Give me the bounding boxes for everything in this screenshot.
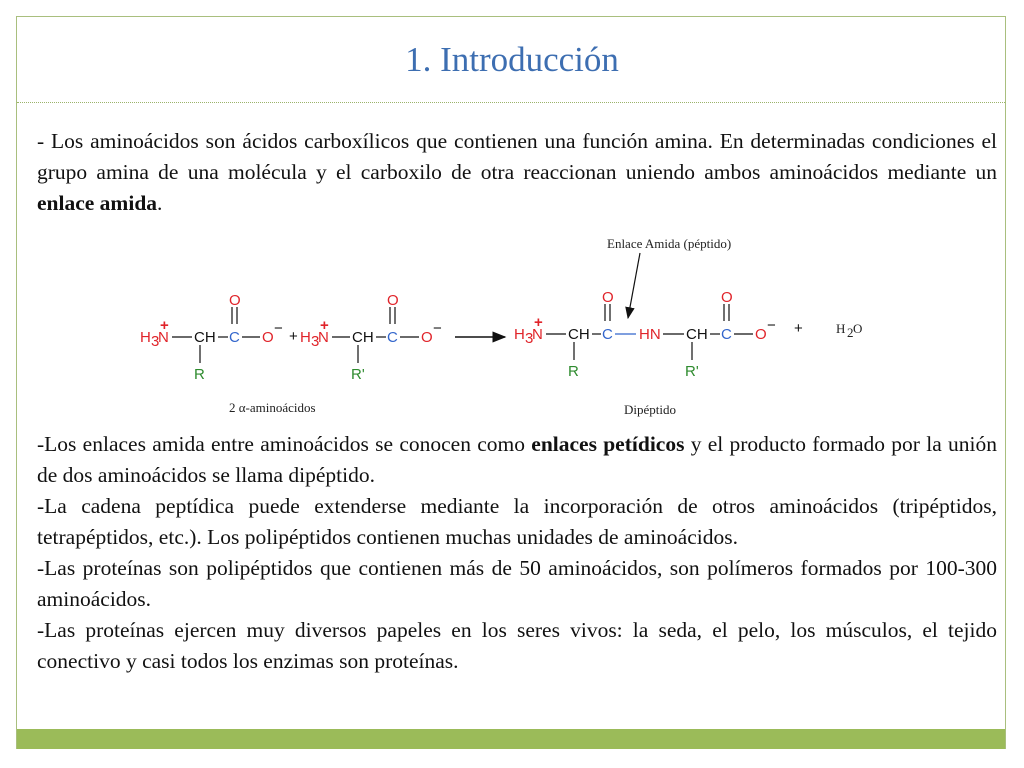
atom-o: O <box>262 329 274 346</box>
intro-paragraph <box>37 126 997 219</box>
atom-ch: CH <box>568 326 590 343</box>
atom-n: N <box>532 326 543 343</box>
plus-sign-2: + <box>794 320 803 337</box>
atom-c: C <box>602 326 613 343</box>
reactants-caption: 2 α-aminoácidos <box>229 400 316 415</box>
water-molecule <box>836 321 862 340</box>
water-h: H <box>836 321 846 336</box>
subscript-3: 3 <box>311 333 320 350</box>
slide-title: 1. Introducción <box>405 40 619 79</box>
positive-charge: + <box>320 317 329 334</box>
negative-charge: − <box>767 317 776 334</box>
body-line-2: -La cadena peptídica puede extenderse mediante la incorporación de otros aminoácidos (tripéptidos, tetrapéptidos, etc.). Los polipéptidos contienen muchas unidades de aminoácidos. <box>37 494 997 549</box>
atom-c: C <box>229 329 240 346</box>
water-sub2: 2 <box>847 325 854 340</box>
body-text <box>37 429 997 677</box>
atom-c-2: C <box>721 326 732 343</box>
positive-charge: + <box>160 317 169 334</box>
footer-accent-bar <box>17 729 1005 749</box>
aminoacid-1 <box>140 292 283 383</box>
water-o: O <box>853 321 863 336</box>
body-line-3: -Las proteínas son polipéptidos que contienen más de 50 aminoácidos, son polímeros formados por 100-300 aminoácidos. <box>37 556 997 611</box>
r-group: R <box>194 366 205 383</box>
atom-o-double: O <box>602 289 614 306</box>
body-line-1c: y el producto formado por la unión de dos aminoácidos se llama dipéptido. <box>37 432 997 487</box>
subscript-3: 3 <box>151 333 160 350</box>
positive-charge: + <box>534 314 543 331</box>
dipeptide-caption: Dipéptido <box>624 402 676 417</box>
atom-o-double: O <box>229 292 241 309</box>
atom-o-2: O <box>755 326 767 343</box>
body-bold-term: enlaces petídicos <box>531 432 685 456</box>
enlace-amida-label: Enlace Amida (péptido) <box>607 236 732 251</box>
negative-charge: − <box>274 320 283 337</box>
aminoacid-2 <box>300 292 442 383</box>
r-prime-group: R' <box>351 366 365 383</box>
atom-h: H <box>514 326 525 343</box>
body-line-4: -Las proteínas ejercen muy diversos papeles en los seres vivos: la seda, el pelo, los músculos, el tejido conectivo y casi todos los enzimas son proteínas. <box>37 618 997 673</box>
atom-o-double-2: O <box>721 289 733 306</box>
r-prime-group: R' <box>685 363 699 380</box>
negative-charge: − <box>433 320 442 337</box>
title-divider <box>17 102 1005 103</box>
atom-h: H <box>140 329 151 346</box>
atom-hn: HN <box>639 326 661 343</box>
atom-h: H <box>300 329 311 346</box>
atom-ch-2: CH <box>686 326 708 343</box>
atom-ch: CH <box>352 329 374 346</box>
peptide-bond-reaction-diagram <box>0 225 1024 425</box>
intro-text: - Los aminoácidos son ácidos carboxílicos que contienen una función amina. En determinadas condiciones el grupo amina de una molécula y el carboxilo de otra reaccionan uniendo ambos aminoácidos mediante un <box>37 129 997 184</box>
plus-sign-1: + <box>289 328 298 345</box>
body-line-1a: -Los enlaces amida entre aminoácidos se conocen como <box>37 432 532 456</box>
intro-bold-term: enlace amida <box>37 191 158 215</box>
intro-end: . <box>157 191 163 215</box>
bond-pointer-arrow <box>628 253 640 318</box>
atom-n: N <box>158 329 169 346</box>
r-group: R <box>568 363 579 380</box>
atom-o: O <box>421 329 433 346</box>
atom-o-double: O <box>387 292 399 309</box>
dipeptide <box>514 289 776 380</box>
atom-ch: CH <box>194 329 216 346</box>
atom-n: N <box>318 329 329 346</box>
subscript-3: 3 <box>525 330 534 347</box>
atom-c: C <box>387 329 398 346</box>
